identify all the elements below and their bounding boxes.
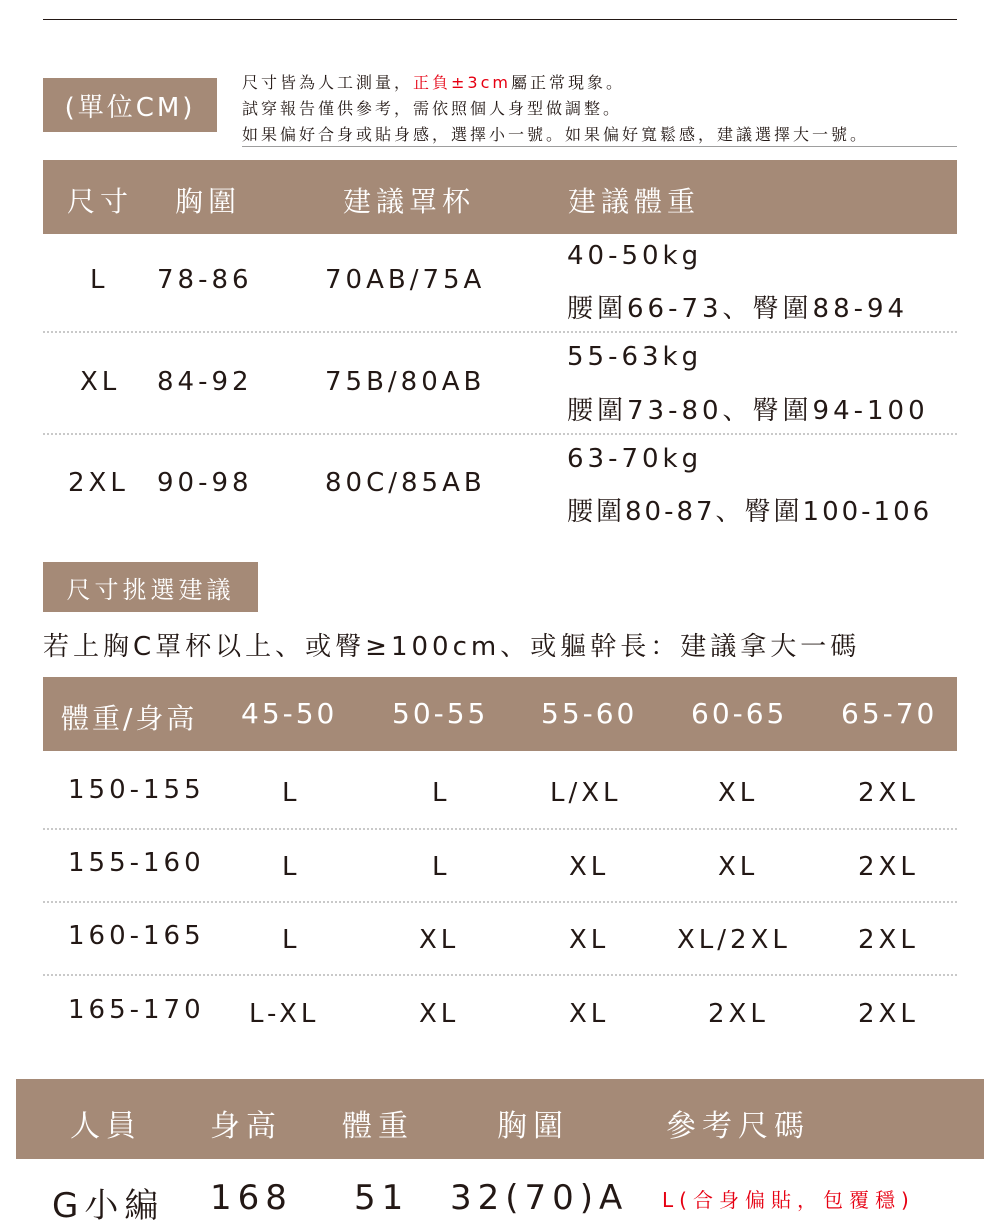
size-cell: XL [419, 925, 460, 955]
weight-cell: 63-70kg [567, 444, 703, 474]
row-divider [43, 828, 957, 830]
header-bust: 胸圍 [175, 185, 242, 218]
bust-cell: 84-92 [157, 367, 253, 397]
selection-title: 尺寸挑選建議 [43, 562, 258, 612]
note-line-1-suffix: 屬正常現象。 [511, 73, 626, 92]
size-cell: L/XL [550, 778, 622, 808]
row-divider [43, 331, 957, 333]
row-divider [43, 901, 957, 903]
tolerance-highlight: 正負±3cm [413, 73, 511, 92]
cup-cell: 80C/85AB [325, 468, 486, 498]
size-cell: XL [569, 999, 610, 1029]
measurement-notes [242, 70, 869, 148]
size-cell: 2XL [68, 468, 129, 498]
header-col: 45-50 [241, 697, 338, 730]
notes-divider [242, 146, 957, 147]
top-divider [43, 19, 957, 20]
model-bust: 32(70)A [450, 1178, 629, 1218]
size-cell: 2XL [708, 999, 769, 1029]
size-cell: 2XL [858, 852, 919, 882]
model-weight: 51 [354, 1178, 410, 1218]
header-col: 50-55 [392, 697, 489, 730]
header-bust: 胸圍 [497, 1109, 569, 1144]
weight-cell: 55-63kg [567, 342, 703, 372]
model-name: G小編 [52, 1186, 165, 1226]
size-cell: XL [569, 925, 610, 955]
bust-cell: 78-86 [157, 265, 253, 295]
header-col: 60-65 [691, 697, 788, 730]
size-cell: 2XL [858, 999, 919, 1029]
size-cell: L [90, 265, 109, 295]
measures-cell: 腰圍80-87、臀圍100-106 [567, 497, 933, 527]
size-cell: 2XL [858, 778, 919, 808]
cup-cell: 75B/80AB [325, 367, 486, 397]
header-size: 尺寸 [67, 185, 134, 218]
size-cell: XL [718, 778, 759, 808]
weight-cell: 40-50kg [567, 241, 703, 271]
size-cell: L [282, 852, 301, 882]
row-divider [43, 433, 957, 435]
measures-cell: 腰圍66-73、臀圍88-94 [567, 294, 909, 324]
height-cell: 160-165 [68, 921, 205, 951]
header-col: 65-70 [841, 697, 938, 730]
header-ref-size: 參考尺碼 [666, 1109, 810, 1144]
header-cup: 建議罩杯 [343, 185, 476, 218]
height-cell: 165-170 [68, 995, 205, 1025]
note-line-3: 如果偏好合身或貼身感，選擇小一號。如果偏好寬鬆感，建議選擇大一號。 [242, 125, 870, 144]
height-cell: 150-155 [68, 775, 205, 805]
header-weight: 體重 [342, 1109, 414, 1144]
header-height: 身高 [210, 1109, 282, 1144]
size-cell: L [282, 925, 301, 955]
header-person: 人員 [70, 1109, 142, 1144]
bust-cell: 90-98 [157, 468, 253, 498]
unit-badge: (單位CM) [43, 78, 217, 132]
size-cell: L [432, 778, 451, 808]
model-table-header [16, 1079, 984, 1159]
size-cell: XL [80, 367, 121, 397]
size-cell: L [432, 852, 451, 882]
cup-cell: 70AB/75A [325, 265, 486, 295]
size-table-header [43, 160, 957, 234]
size-cell: L [282, 778, 301, 808]
note-line-2: 試穿報告僅供參考，需依照個人身型做調整。 [242, 99, 623, 118]
selection-advice: 若上胸C罩杯以上、或臀≥100cm、或軀幹長：建議拿大一碼 [43, 632, 861, 662]
size-cell: XL [569, 852, 610, 882]
size-cell: L-XL [249, 999, 320, 1029]
header-weight-height: 體重/身高 [61, 702, 198, 735]
height-cell: 155-160 [68, 848, 205, 878]
header-col: 55-60 [541, 697, 638, 730]
model-height: 168 [210, 1178, 293, 1218]
measures-cell: 腰圍73-80、臀圍94-100 [567, 396, 929, 426]
size-cell: XL [419, 999, 460, 1029]
weight-table-header [43, 677, 957, 751]
row-divider [43, 974, 957, 976]
note-line-1-prefix: 尺寸皆為人工測量， [242, 73, 414, 92]
size-cell: XL [718, 852, 759, 882]
size-cell: 2XL [858, 925, 919, 955]
header-weight: 建議體重 [568, 185, 701, 218]
model-ref-size: L(合身偏貼，包覆穩) [662, 1188, 915, 1212]
note-line-1 [242, 70, 869, 96]
size-cell: XL/2XL [677, 925, 791, 955]
